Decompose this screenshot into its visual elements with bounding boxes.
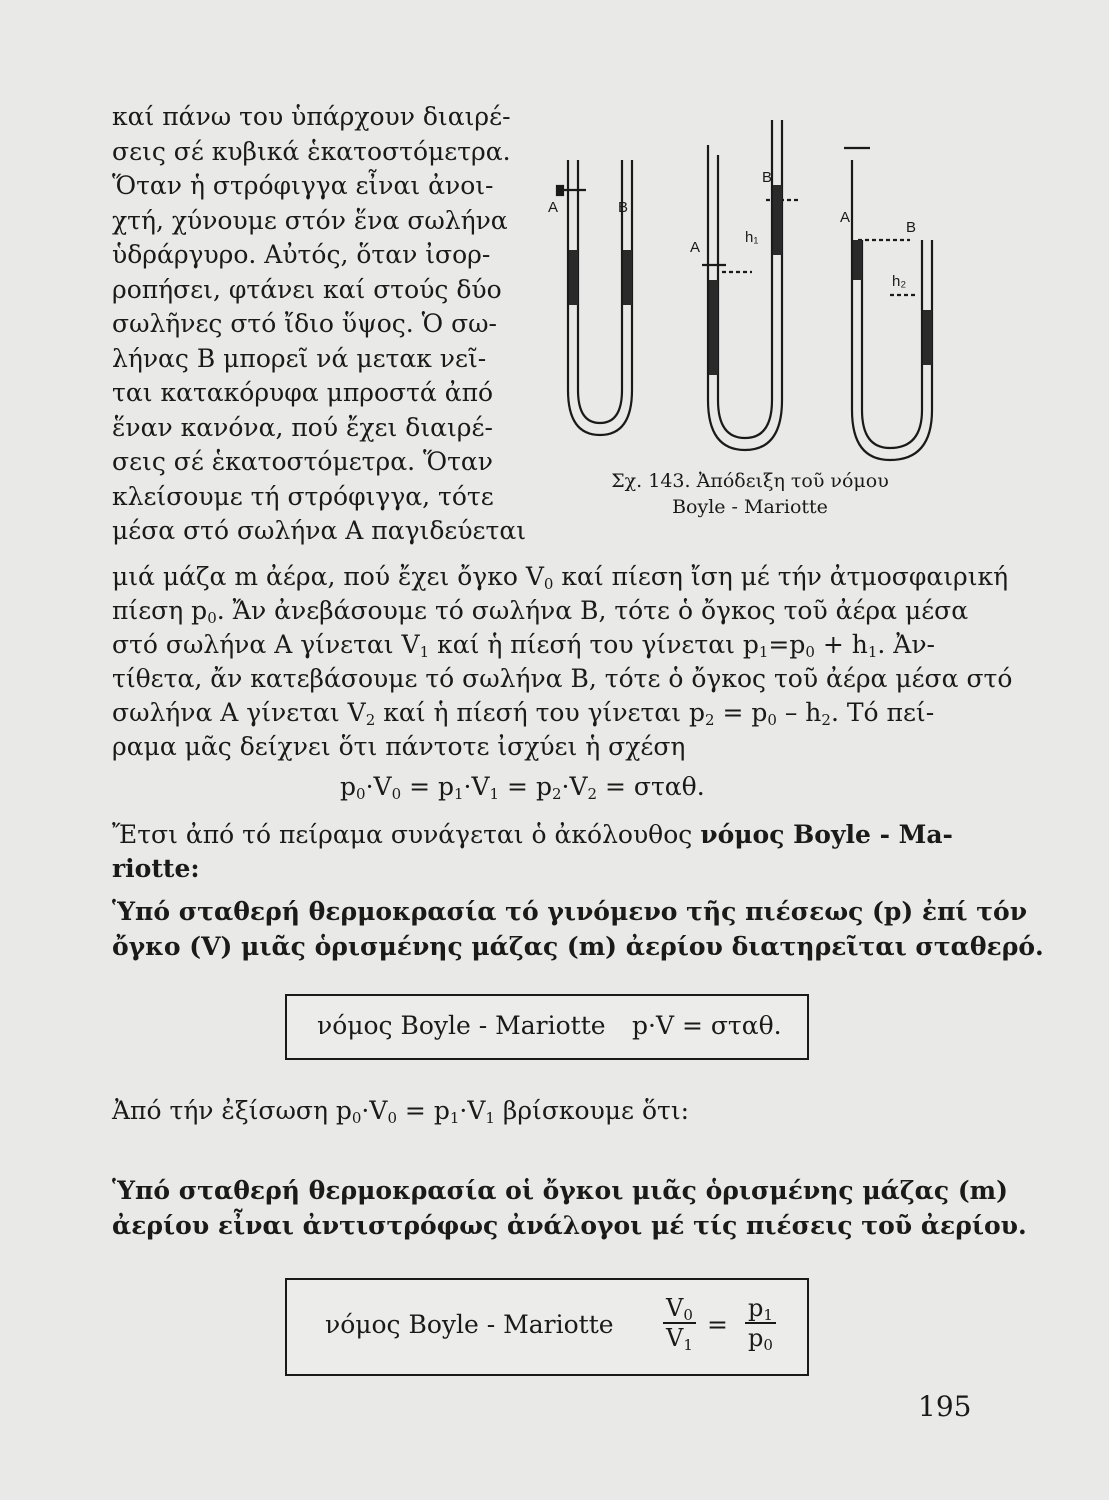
text-line: σεις σέ ἑκατοστόμετρα. Ὅταν — [112, 447, 493, 476]
text-line: πίεση $p_0$. Ἄν ἀνεβάσουμε τό σωλήνα Β, τότε ὁ ὄγκος τοῦ ἀέρα μέσα — [112, 596, 969, 627]
law-statement-line: ἀερίου εἶναι ἀντιστρόφως ἀνάλογοι μέ τίς πιέσεις τοῦ ἀερίου. — [112, 1211, 1027, 1240]
derivation-line: Ἀπό τήν ἐξίσωση $p_0\cdot V_0 = p_1\cdot V_1$ βρίσκουμε ὅτι: — [112, 1096, 690, 1127]
equation-constant: $p_0\cdot V_0 = p_1\cdot V_1 = p_2\cdot V_2 = \sigma\tau\alpha\theta$. — [340, 772, 705, 803]
law-box-label: νόμος Boyle - Mariotte — [317, 1011, 606, 1040]
text-line: μέσα στό σωλήνα Α παγιδεύεται — [112, 516, 527, 545]
label-b1: B — [618, 199, 629, 216]
text-line: στό σωλήνα Α γίνεται $V_1$ καί ἡ πίεσή του γίνεται $p_1=p_0 + h_1$. Ἀν- — [112, 630, 935, 661]
law-box-formula: p·V = σταθ. — [632, 1011, 782, 1040]
text-line: σωλήνα Α γίνεται $V_2$ καί ἡ πίεσή του γίνεται $p_2 = p_0 - h_2$. Τό πεί- — [112, 698, 935, 729]
text-line: λήνας Β μπορεῖ νά μετακ νεῖ- — [112, 343, 487, 373]
law-statement-line: Ὑπό σταθερή θερμοκρασία οἱ ὄγκοι μιᾶς ὁρισμένης μάζας (m) — [112, 1176, 1008, 1205]
text-line: ροπήσει, φτάνει καί στούς δύο — [112, 274, 502, 304]
text-line: καί πάνω του ὑπάρχουν διαιρέ- — [112, 102, 511, 131]
law-intro: Ἔτσι ἀπό τό πείραμα συνάγεται ὁ ἀκόλουθος νόμος Boyle - Ma- — [112, 820, 953, 849]
label-h2: h₂ — [892, 273, 907, 290]
text-line: μιά μάζα m ἀέρα, πού ἔχει ὄγκο $V_0$ καί πίεση ἴση μέ τήν ἀτμοσφαιρική — [112, 562, 1009, 593]
text-line: κλείσουμε τή στρόφιγγα, τότε — [112, 481, 494, 511]
text-line: Ὅταν ἡ στρόφιγγα εἶναι ἀνοι- — [112, 171, 494, 200]
u-tube-figure — [540, 90, 960, 490]
law-box-label: νόμος Boyle - Mariotte — [325, 1310, 614, 1339]
label-a1: A — [548, 199, 559, 216]
law-statement-line: Ὑπό σταθερή θερμοκρασία τό γινόμενο τῆς πιέσεως (p) ἐπί τόν — [112, 897, 1028, 926]
text-line: ται κατακόρυφα μπροστά ἀπό — [112, 378, 494, 407]
text-line: σεις σέ κυβικά ἑκατοστόμετρα. — [112, 136, 511, 166]
figure-caption — [600, 468, 900, 520]
label-a3: A — [840, 209, 851, 226]
text-line: σωλῆνες στό ἴδιο ὕψος. Ὁ σω- — [112, 309, 497, 338]
caption-line: Boyle - Mariotte — [672, 496, 828, 518]
page-number: 195 — [918, 1390, 972, 1423]
text-line: ραμα μᾶς δείχνει ὅτι πάντοτε ἰσχύει ἡ σχέση — [112, 732, 686, 761]
text-line: ὑδράργυρο. Αὐτός, ὅταν ἰσορ- — [112, 240, 491, 269]
intro-column — [112, 100, 527, 549]
law-box-ratio — [285, 1278, 809, 1376]
equals-sign: = — [707, 1310, 728, 1339]
fraction-volumes: $\frac{V_0}{V_1}$ — [663, 1294, 696, 1352]
text-line: ἕναν κανόνα, πού ἔχει διαιρέ- — [112, 412, 493, 442]
caption-line: Σχ. 143. Ἀπόδειξη τοῦ νόμου — [611, 470, 889, 492]
law-box-product — [285, 994, 809, 1060]
law-statement-line: ὄγκο (V) μιᾶς ὁρισμένης μάζας (m) ἀερίου διατηρεῖται σταθερό. — [112, 932, 1044, 961]
label-b2: B — [762, 169, 773, 186]
label-h1: h₁ — [745, 229, 759, 246]
label-b3: B — [906, 219, 917, 236]
fraction-pressures: $\frac{p_1}{p_0}$ — [745, 1294, 776, 1352]
text-line: τίθετα, ἄν κατεβάσουμε τό σωλήνα Β, τότε ὁ ὄγκος τοῦ ἀέρα μέσα στό — [112, 664, 1013, 693]
text-line: χτή, χύνουμε στόν ἕνα σωλήνα — [112, 205, 508, 235]
label-a2: A — [690, 239, 701, 256]
law-intro-cont: riotte: — [112, 854, 200, 883]
